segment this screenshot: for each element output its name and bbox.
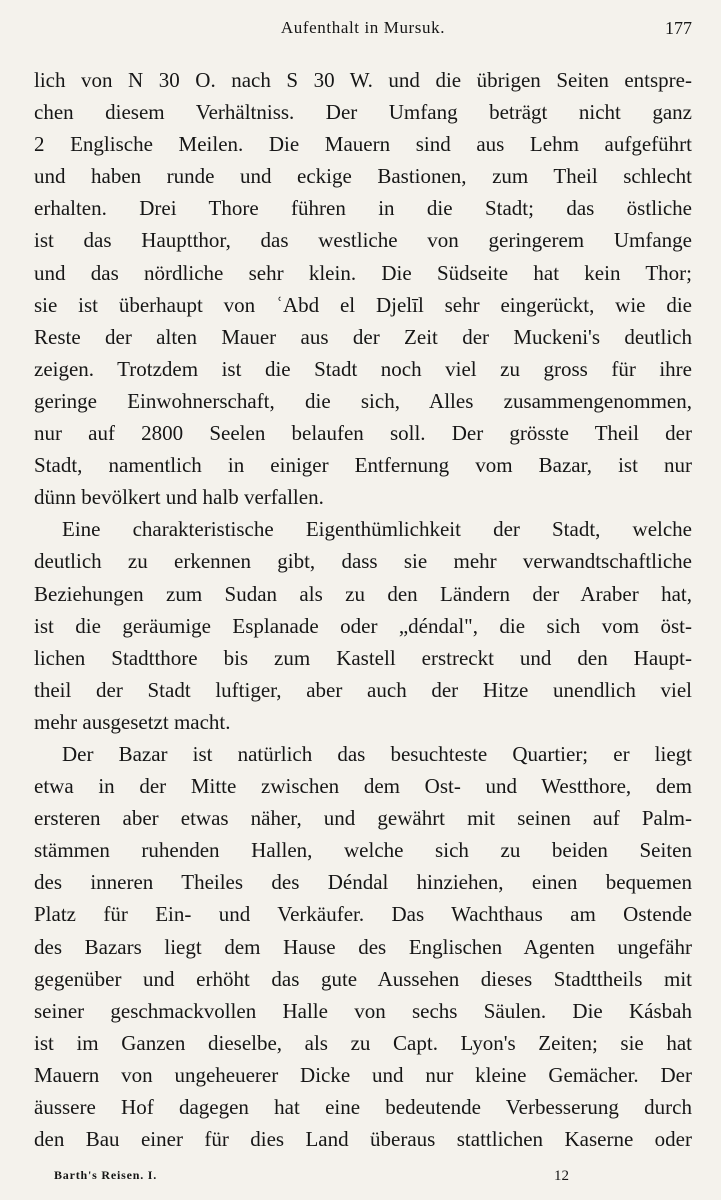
text-line: Reste der alten Mauer aus der Zeit der Muckeni's deutlich (34, 324, 692, 349)
text-line: nur auf 2800 Seelen belaufen soll. Der grösste Theil der (34, 421, 692, 446)
text-line: und haben runde und eckige Bastionen, zum Theil schlecht (34, 164, 692, 189)
paragraph-2 (34, 513, 692, 738)
paragraph-1 (34, 64, 692, 513)
text-line: ist im Ganzen dieselbe, als zu Capt. Lyon's Zeiten; sie hat (34, 1030, 692, 1055)
text-line: gegenüber und erhöht das gute Aussehen dieses Stadttheils mit (34, 966, 692, 991)
page-header (34, 18, 692, 48)
text-line: zeigen. Trotzdem ist die Stadt noch viel zu gross für ihre (34, 356, 692, 381)
text-line: lich von N 30 O. nach S 30 W. und die übrigen Seiten entspre- (34, 68, 692, 92)
text-line: dünn bevölkert und halb verfallen. (34, 485, 324, 510)
text-line: 2 Englische Meilen. Die Mauern sind aus Lehm aufgeführt (34, 132, 692, 157)
text-line: erhalten. Drei Thore führen in die Stadt; das östliche (34, 196, 692, 221)
text-line: lichen Stadtthore bis zum Kastell erstreckt und den Haupt- (34, 645, 692, 670)
text-line: sie ist überhaupt von ʿAbd el Djelīl sehr eingerückt, wie die (34, 292, 692, 317)
sheet-number: 12 (554, 1168, 569, 1184)
text-line: etwa in der Mitte zwischen dem Ost- und Westthore, dem (34, 774, 692, 799)
printer-signature: Barth's Reisen. I. (54, 1168, 158, 1182)
text-line: Platz für Ein- und Verkäufer. Das Wachthaus am Ostende (34, 902, 692, 927)
text-line: Beziehungen zum Sudan als zu den Ländern der Araber hat, (34, 581, 692, 606)
page-number: 177 (665, 18, 692, 38)
text-line: Eine charakteristische Eigenthümlichkeit der Stadt, welche (62, 517, 692, 542)
text-line: des Bazars liegt dem Hause des Englischen Agenten ungefähr (34, 934, 692, 959)
text-line: und das nördliche sehr klein. Die Südseite hat kein Thor; (34, 260, 692, 285)
text-line: mehr ausgesetzt macht. (34, 709, 231, 734)
text-line: äussere Hof dagegen hat eine bedeutende Verbesserung durch (34, 1095, 692, 1119)
body-text (34, 64, 692, 1155)
page-footer (34, 1168, 692, 1192)
text-line: chen diesem Verhältniss. Der Umfang beträgt nicht ganz (34, 100, 692, 125)
text-line: ist die geräumige Esplanade oder „déndal", die sich vom öst- (34, 613, 692, 638)
running-head: Aufenthalt in Mursuk. (280, 18, 446, 37)
text-line: seiner geschmackvollen Halle von sechs Säulen. Die Kásbah (34, 998, 692, 1023)
text-line: Mauern von ungeheuerer Dicke und nur kleine Gemächer. Der (34, 1062, 692, 1087)
paragraph-3 (34, 738, 692, 1155)
text-line: Der Bazar ist natürlich das besuchteste Quartier; er liegt (62, 741, 692, 766)
text-line: deutlich zu erkennen gibt, dass sie mehr verwandtschaftliche (34, 549, 692, 574)
text-line: geringe Einwohnerschaft, die sich, Alles zusammengenommen, (34, 388, 692, 413)
text-line: des inneren Theiles des Déndal hinziehen, einen bequemen (34, 870, 692, 895)
text-line: Stadt, namentlich in einiger Entfernung vom Bazar, ist nur (34, 453, 692, 478)
text-line: den Bau einer für dies Land überaus stattlichen Kaserne oder (34, 1127, 692, 1152)
text-line: ersteren aber etwas näher, und gewährt mit seinen auf Palm- (34, 806, 692, 831)
text-line: theil der Stadt luftiger, aber auch der Hitze unendlich viel (34, 677, 692, 702)
text-line: stämmen ruhenden Hallen, welche sich zu beiden Seiten (34, 838, 692, 863)
text-line: ist das Hauptthor, das westliche von geringerem Umfange (34, 228, 692, 253)
